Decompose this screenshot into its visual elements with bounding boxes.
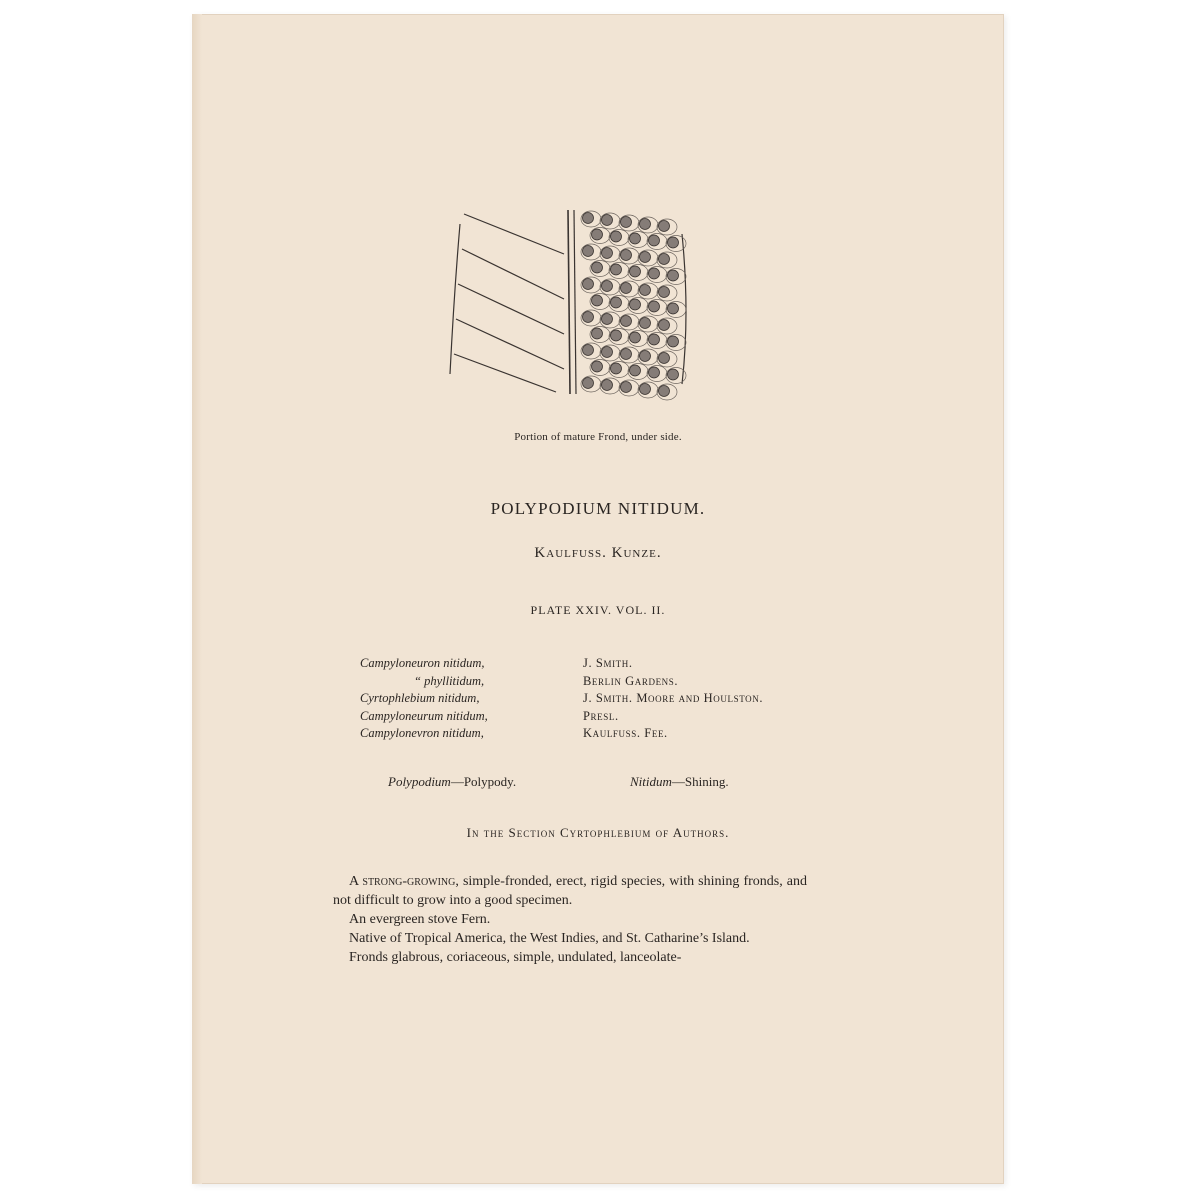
plate-reference: PLATE XXIV. VOL. II.	[530, 603, 666, 617]
synonym-name: Campyloneurum nitidum,	[360, 708, 488, 723]
synonym-authority: Berlin Gardens.	[583, 673, 679, 688]
synonym-name: Campylonevron nitidum,	[360, 726, 484, 740]
description-text	[333, 872, 807, 967]
title-authors: Kaulfuss. Kunze.	[534, 545, 662, 561]
paragraph	[333, 872, 807, 910]
synonym-authority: J. Smith.	[583, 656, 633, 670]
etymology-meaning: —Polypody.	[450, 774, 517, 789]
figure-caption: Portion of mature Frond, under side.	[514, 431, 682, 443]
etymology-term: Nitidum	[630, 774, 672, 789]
paragraph: An evergreen stove Fern.	[349, 912, 491, 927]
synonym-name: “ phyllitidum,	[414, 673, 485, 688]
synonym-name: Campyloneuron nitidum,	[360, 656, 485, 670]
paragraph: Native of Tropical America, the West Indies, and St. Catharine’s Island.	[349, 931, 750, 946]
paragraph: Fronds glabrous, coriaceous, simple, undulated, lanceolate-	[349, 950, 682, 965]
page-title: POLYPODIUM NITIDUM.	[490, 499, 706, 518]
etymology-meaning: —Shining.	[671, 774, 729, 789]
synonym-authorities	[583, 655, 763, 743]
synonym-authority: Kaulfuss. Fee.	[583, 726, 668, 740]
etymology-term: Polypodium	[388, 774, 451, 789]
section-heading: In the Section Cyrtophlebium of Authors.	[466, 825, 730, 840]
synonym-names	[360, 655, 488, 743]
etymology-species	[630, 774, 729, 790]
paragraph-text: simple-fronded, erect, rigid species, with shining fronds, and not difficult to grow into a good specimen.	[333, 874, 807, 908]
frond-illustration	[446, 204, 696, 404]
lead-in: A strong-growing,	[349, 874, 459, 889]
sori-cluster	[581, 211, 686, 400]
etymology-genus	[388, 774, 516, 790]
synonym-authority: Presl.	[583, 708, 619, 723]
synonym-authority: J. Smith. Moore and Houlston.	[583, 691, 764, 705]
synonym-name: Cyrtophlebium nitidum,	[360, 691, 480, 705]
book-page	[192, 14, 1004, 1184]
